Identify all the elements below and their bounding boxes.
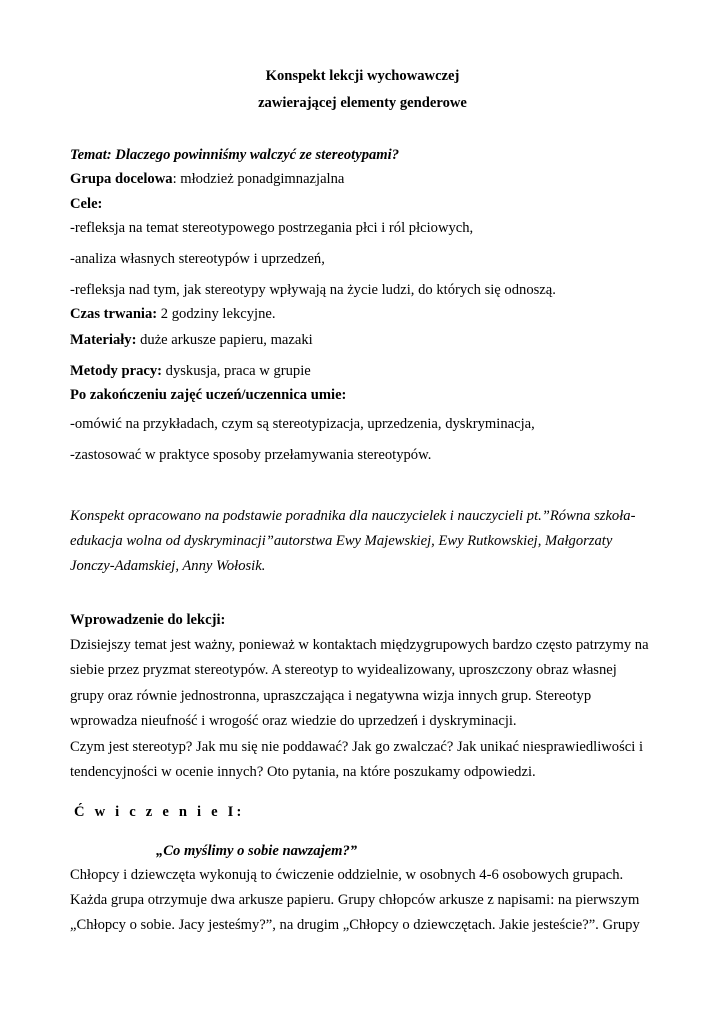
title-line-2: zawierającej elementy genderowe (258, 95, 467, 111)
intro-line: tendencyjności w ocenie innych? Oto pytania, na które poszukamy odpowiedzi. (70, 764, 536, 780)
exercise-title: „Co myślimy o sobie nawzajem?” (156, 843, 358, 859)
group-label: Grupa docelowa (70, 171, 173, 187)
intro-heading: Wprowadzenie do lekcji: (70, 612, 226, 628)
materials-label: Materiały: (70, 332, 137, 348)
intro-line: Dzisiejszy temat jest ważny, ponieważ w kontaktach międzygrupowych bardzo często patrzymy na (70, 637, 649, 653)
intro-line: grupy oraz równie jednostronna, upraszczająca i negatywna wizja innych grup. Stereotyp (70, 688, 592, 704)
exercise-line: Każda grupa otrzymuje dwa arkusze papieru. Grupy chłopców arkusze z napisami: na pierwszym (70, 892, 640, 908)
outcome-item: -omówić na przykładach, czym są stereotypizacja, uprzedzenia, dyskryminacja, (70, 416, 535, 432)
outcome-item: -zastosować w praktyce sposoby przełamywania stereotypów. (70, 447, 432, 463)
title-line-1: Konspekt lekcji wychowawczej (265, 68, 460, 84)
exercise-line: Chłopcy i dziewczęta wykonują to ćwiczenie oddzielnie, w osobnych 4-6 osobowych grupach. (70, 867, 624, 883)
source-note-line: Jonczy-Adamskiej, Anny Wołosik. (70, 558, 266, 574)
duration-line (70, 305, 276, 323)
intro-line: siebie przez pryzmat stereotypów. A stereotyp to wyidealizowany, uproszczony obraz własnej (70, 662, 617, 678)
exercise-line: „Chłopcy o sobie. Jacy jesteśmy?”, na drugim „Chłopcy o dziewczętach. Jakie jesteście?”. Grupy (70, 917, 640, 933)
topic-line (70, 146, 399, 164)
materials-value: duże arkusze papieru, mazaki (136, 332, 313, 348)
duration-label: Czas trwania: (70, 306, 158, 322)
group-line (70, 170, 344, 188)
goal-item: -refleksja nad tym, jak stereotypy wpływają na życie ludzi, do których się odnoszą. (70, 282, 556, 298)
topic-value: : Dlaczego powinniśmy walczyć ze stereotypami? (106, 147, 400, 163)
group-value: : młodzież ponadgimnazjalna (172, 171, 345, 187)
goal-item: -analiza własnych stereotypów i uprzedzeń, (70, 251, 325, 267)
exercise-heading: Ć w i c z e n i e I: (74, 804, 245, 820)
goals-heading: Cele: (70, 196, 103, 212)
goal-item: -refleksja na temat stereotypowego postrzegania płci i ról płciowych, (70, 220, 474, 236)
methods-label: Metody pracy: (70, 363, 162, 379)
outcomes-heading: Po zakończeniu zajęć uczeń/uczennica umie: (70, 387, 347, 403)
materials-line (70, 331, 313, 349)
source-note-line: Konspekt opracowano na podstawie poradnika dla nauczycielek i nauczycieli pt.”Równa szkoła- (70, 508, 636, 524)
duration-value: 2 godziny lekcyjne. (157, 306, 276, 322)
intro-line: Czym jest stereotyp? Jak mu się nie poddawać? Jak go zwalczać? Jak unikać niesprawiedliwości i (70, 739, 644, 755)
methods-value: dyskusja, praca w grupie (162, 363, 311, 379)
methods-line (70, 362, 311, 380)
topic-label: Temat (70, 147, 107, 163)
source-note-line: edukacja wolna od dyskryminacji”autorstwa Ewy Majewskiej, Ewy Rutkowskiej, Małgorzaty (70, 533, 613, 549)
intro-line: wprowadza nieufność i wrogość oraz wiedzie do uprzedzeń i dyskryminacji. (70, 713, 517, 729)
